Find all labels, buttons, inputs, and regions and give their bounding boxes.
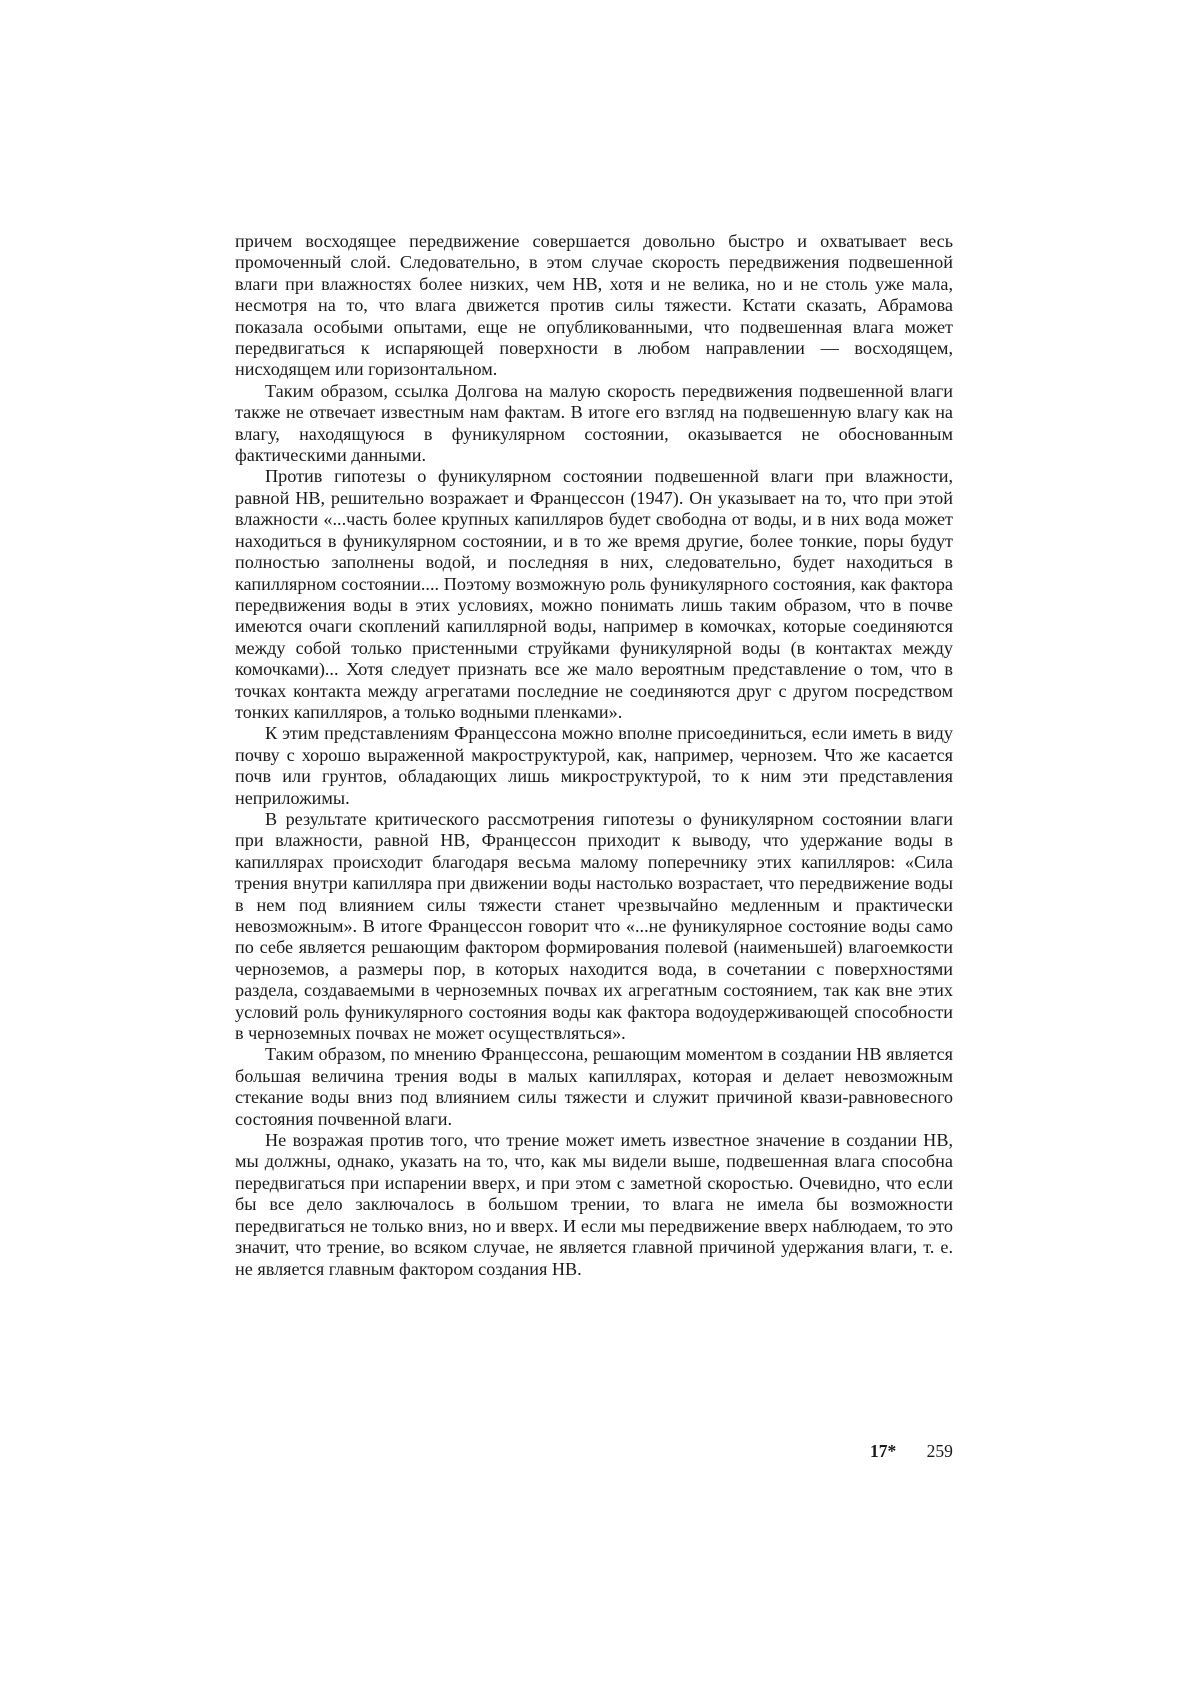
signature-mark: 17*	[870, 1441, 897, 1461]
paragraph-2: Таким образом, ссылка Долгова на малую скорость передвижения подвешенной влаги также не отвечает известным нам фактам. В итоге его взгляд на подвешенную влагу как на влагу, находящуюся в фуникулярном состоянии, оказывается не обоснованным фактическими данными.	[235, 380, 953, 466]
paragraph-4: К этим представлениям Францессона можно вполне присоединиться, если иметь в виду почву с хорошо выраженной макроструктурой, как, например, чернозем. Что же касается почв или грунтов, обладающих лишь микроструктурой, то к ним эти представления неприложимы.	[235, 723, 953, 808]
paragraph-7: Не возражая против того, что трение может иметь известное значение в создании НВ, мы должны, однако, указать на то, что, как мы видели выше, подвешенная влага способна передвигаться при испарении вверх, и при этом с заметной скоростью. Очевидно, что если бы все дело заключалось в большом трении, то влага не имела бы возможности передвигаться не только вниз, но и вверх. И если мы передвижение вверх наблюдаем, то это значит, что трение, во всяком случае, не является главной причиной удержания влаги, т. е. не является главным фактором создания НВ.	[235, 1130, 953, 1279]
paragraph-5: В результате критического рассмотрения гипотезы о фуникулярном состоянии влаги при влажности, равной НВ, Францессон приходит к выводу, что удержание воды в капиллярах происходит благодаря весьма малому поперечнику этих капилляров: «Сила трения внутри капилляра при движении воды настолько возрастает, что передвижение воды в нем под влиянием силы тяжести станет чрезвычайно медленным и практически невозможным». В итоге Францессон говорит что «...не фуникулярное состояние воды само по себе является решающим фактором формирования полевой (наименьшей) влагоемкости черноземов, а размеры пор, в которых находится вода, в сочетании с поверхностями раздела, создаваемыми в черноземных почвах их агрегатным состоянием, так как вне этих условий роль фуникулярного состояния воды как фактора водоудерживающей способности в черноземных почвах не может осуществляться».	[235, 808, 953, 1044]
paragraph-1: причем восходящее передвижение совершается довольно быстро и охватывает весь промоченный слой. Следовательно, в этом случае скорость передвижения подвешенной влаги при влажностях более низких, чем НВ, хотя и не велика, но и не столь уже мала, несмотря на то, что влага движется против силы тяжести. Кстати сказать, Абрамова показала особыми опытами, еще не опубликованными, что подвешенная влага может передвигаться к испаряющей поверхности в любом направлении — восходящем, нисходящем или горизонтальном.	[235, 231, 953, 380]
page-footer	[870, 1441, 953, 1462]
page-number: 259	[926, 1441, 953, 1461]
body-text	[235, 231, 953, 1280]
paragraph-3: Против гипотезы о фуникулярном состоянии подвешенной влаги при влажности, равной НВ, решительно возражает и Францессон (1947). Он указывает на то, что при этой влажности «...часть более крупных капилляров будет свободна от воды, и в них вода может находиться в фуникулярном состоянии, и в то же время другие, более тонкие, поры будут полностью заполнены водой, и последняя в них, следовательно, будет находиться в капиллярном состоянии.... Поэтому возможную роль фуникулярного состояния, как фактора передвижения воды в этих условиях, можно понимать лишь таким образом, что в почве имеются очаги скоплений капиллярной воды, например в комочках, которые соединяются между собой только пристенными струйками фуникулярной воды (в контактах между комочками)... Хотя следует признать все же мало вероятным представление о том, что в точках контакта между агрегатами последние не соединяются друг с другом посредством тонких капилляров, а только водными пленками».	[235, 466, 953, 722]
paragraph-6: Таким образом, по мнению Францессона, решающим моментом в создании НВ является большая величина трения воды в малых капиллярах, которая и делает невозможным стекание воды вниз под влиянием силы тяжести и служит причиной квази-равновесного состояния почвенной влаги.	[235, 1044, 953, 1129]
